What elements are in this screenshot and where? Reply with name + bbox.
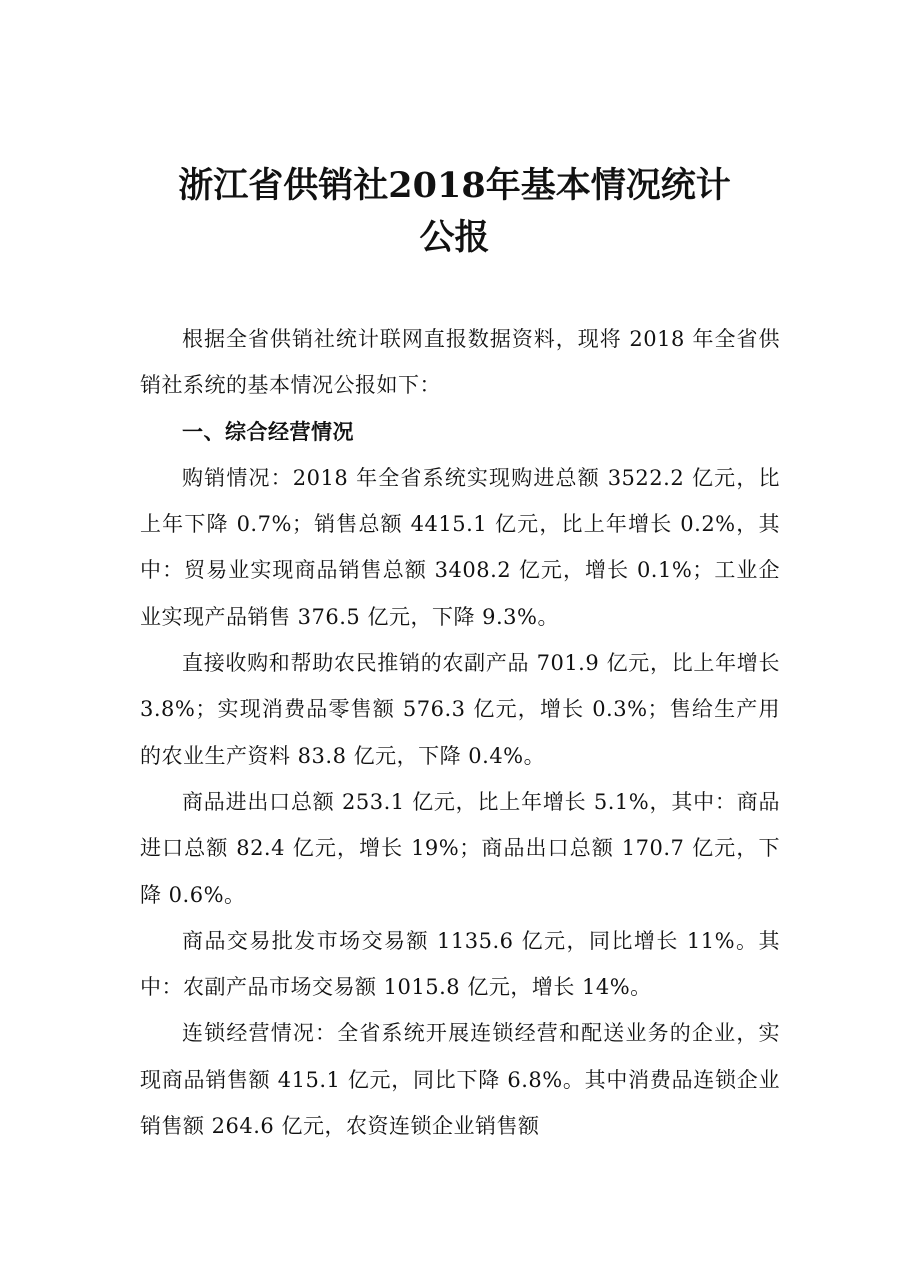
paragraph-chain-operation: 连锁经营情况：全省系统开展连锁经营和配送业务的企业，实现商品销售额 415.1 亿元，同比下降 6.8%。其中消费品连锁企业销售额 264.6 亿元，农资连锁企业销售额 xyxy=(140,1021,780,1139)
paragraph-import-export: 商品进出口总额 253.1 亿元，比上年增长 5.1%，其中：商品进口总额 82.4 亿元，增长 19%；商品出口总额 170.7 亿元，下降 0.6%。 xyxy=(140,789,780,907)
intro-paragraph: 根据全省供销社统计联网直报数据资料，现将 2018 年全省供销社系统的基本情况公报如下： xyxy=(140,327,780,398)
document-title-line-1: 浙江省供销社2018年基本情况统计 xyxy=(178,165,731,206)
document-body xyxy=(140,316,780,1149)
document-title-line-2: 公报 xyxy=(419,217,490,258)
paragraph-purchase-sales: 购销情况：2018 年全省系统实现购进总额 3522.2 亿元，比上年下降 0.7%；销售总额 4415.1 亿元，比上年增长 0.2%，其中：贸易业实现商品销售总额 3408.2 亿元，增长 0.1%；工业企业实现产品销售 376.5 亿元，下降 9.3%。 xyxy=(140,465,780,629)
paragraph-farm-products: 直接收购和帮助农民推销的农副产品 701.9 亿元，比上年增长 3.8%；实现消费品零售额 576.3 亿元，增长 0.3%；售给生产用的农业生产资料 83.8 亿元，下降 0.4%。 xyxy=(140,651,780,768)
paragraph-wholesale-market: 商品交易批发市场交易额 1135.6 亿元，同比增长 11%。其中：农副产品市场交易额 1015.8 亿元，增长 14%。 xyxy=(140,928,780,1000)
section-heading: 一、综合经营情况 xyxy=(182,418,354,444)
